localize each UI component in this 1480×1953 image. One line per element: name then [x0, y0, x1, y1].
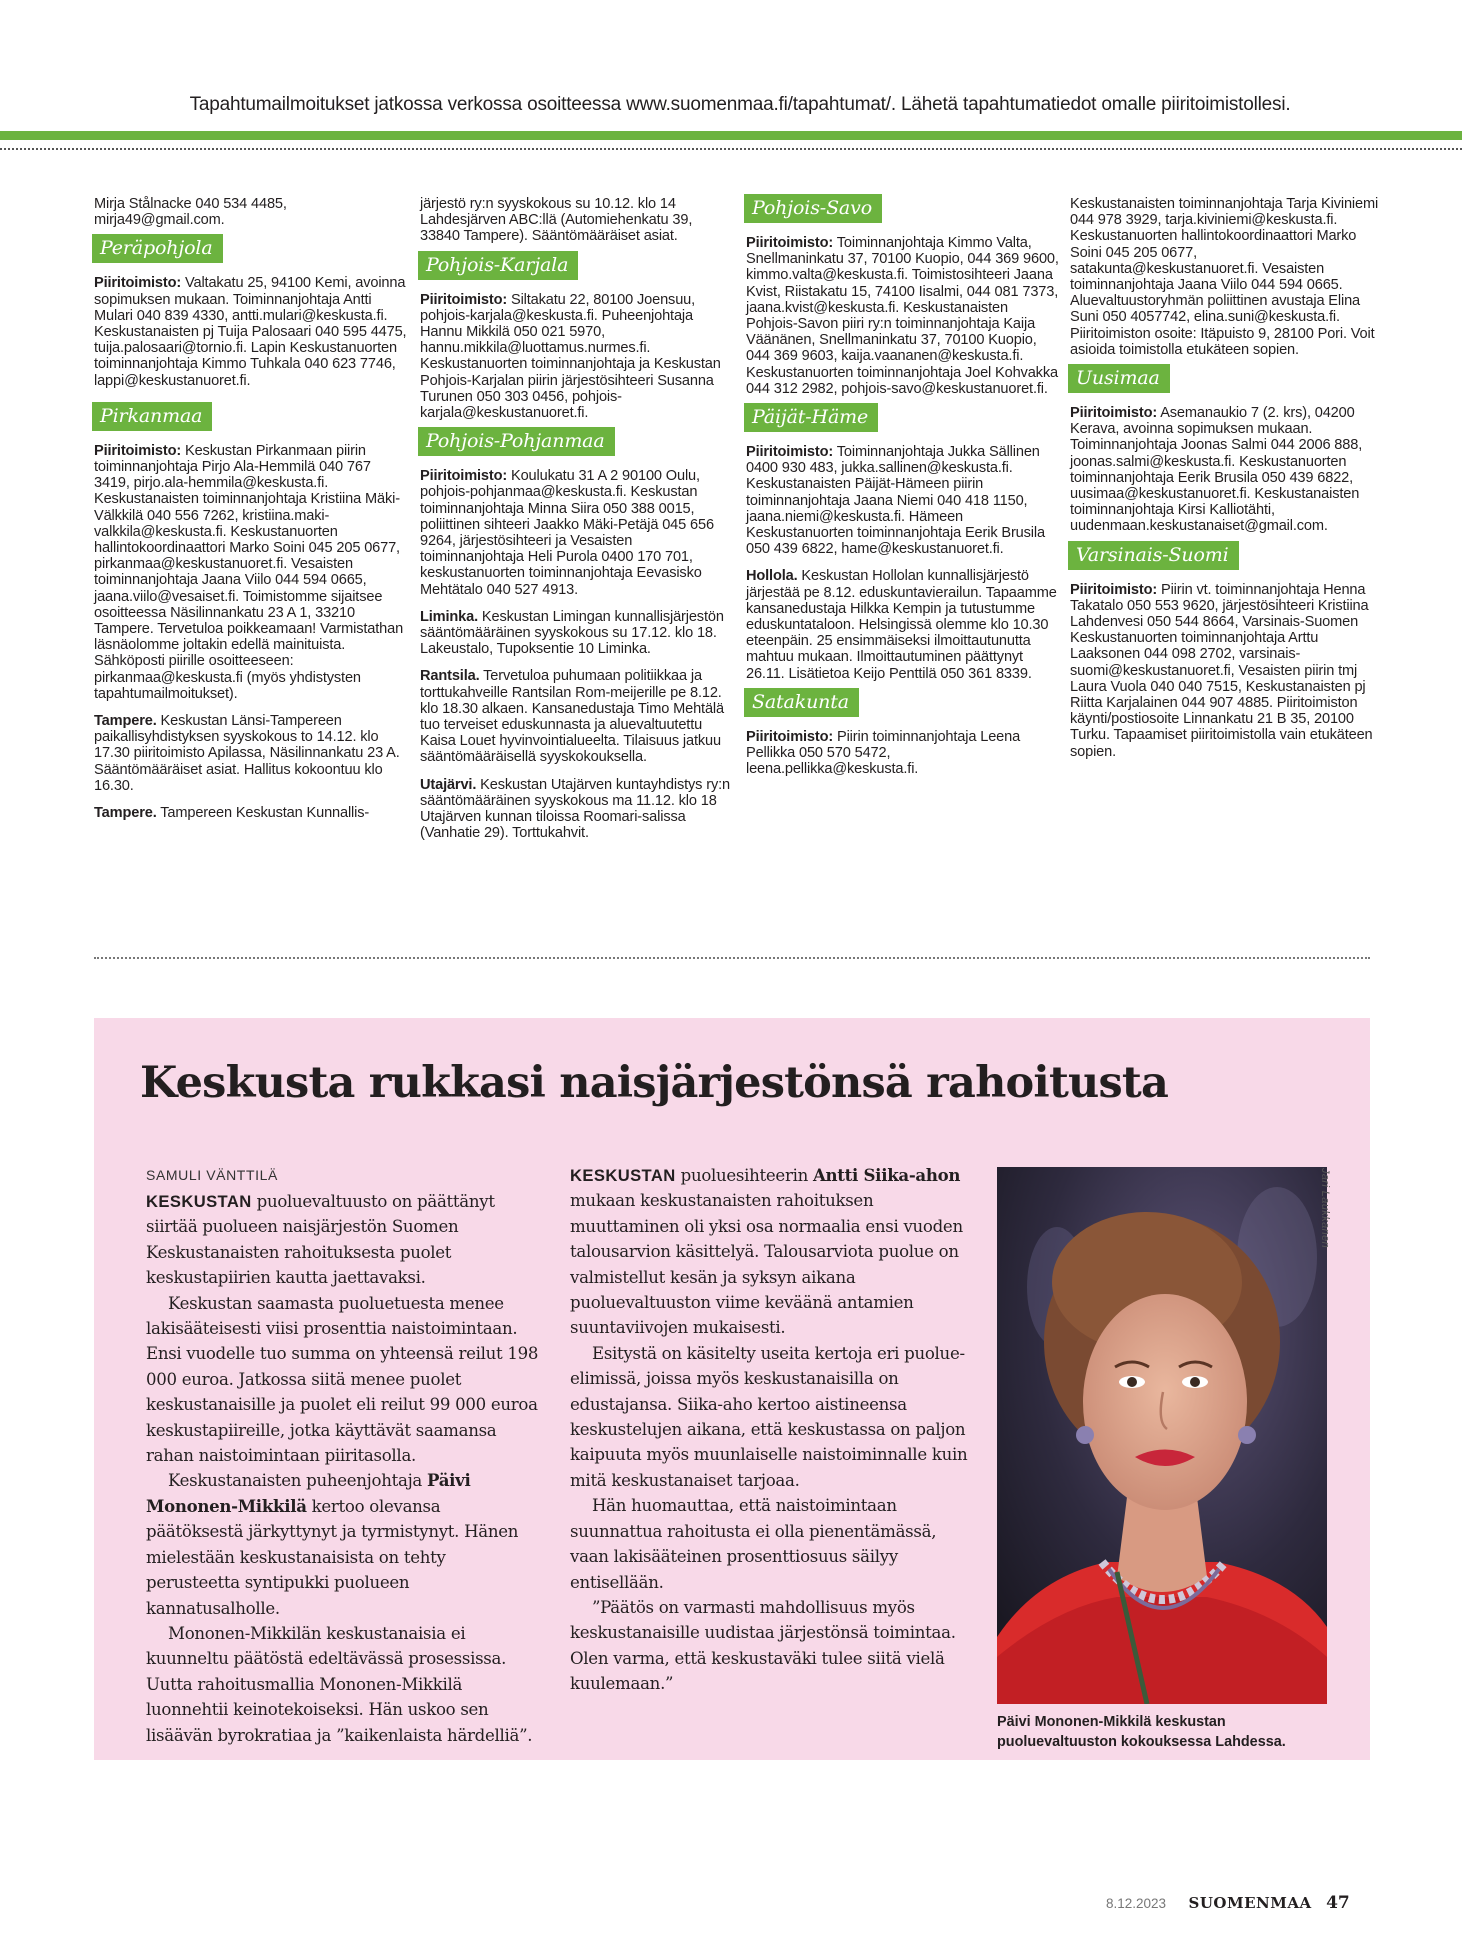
- event-tampere-1: Tampere. Keskustan Länsi-Tampereen paikallisyhdistyksen syyskokous to 14.12. klo 17.30 piiritoimisto Apilassa, Näsilinnankatu 23 A. Sääntömääräiset asiat. Hallitus kokoontuu klo 16.30.: [94, 713, 400, 794]
- district-header-pohjois-pohjanmaa: Pohjois-Pohjanmaa: [418, 427, 615, 456]
- publication-name: SUOMENMAA: [1188, 1894, 1312, 1912]
- district-entry-pohjois-savo: Piiritoimisto: Toiminnanjohtaja Kimmo Valta, Snellmaninkatu 37, 70100 Kuopio, 044 369 9600, kimmo.valta@keskusta.fi. Toimistosihteeri Jaana Kvist, Riistakatu 15, 74100 Iisalmi, 044 081 7373, jaana.kvist@keskusta.fi. Keskustanaisten Pohjois-Savon piiri ry:n toiminnanjohtaja Kaija Väänänen, Snellmaninkatu 37, 70100 Kuopio, 044 369 9603, kaija.vaananen@keskusta.fi. Keskustanuorten toiminnanjohtaja Joel Kohvakka 044 312 2982, pohjois-savo@keskustanuoret.fi.: [746, 235, 1059, 397]
- district-entry-varsinais-suomi: Piiritoimisto: Piirin vt. toiminnanjohtaja Henna Takatalo 050 553 9620, järjestösihteeri Kristiina Lahdenvesi 050 544 8664, Varsinais-Suomen Keskustanuorten toiminnanjohtaja Arttu Laaksonen 044 098 2702, varsinais-suomi@keskustanuoret.fi, Vesaisten piirin tmj Laura Vuola 040 040 7515, Keskustanaisten pj Riitta Karjalainen 044 907 4885. Piiritoimiston käynti/postiosoite Linnankatu 21 B 35, 20100 Turku. Tapaamiset piiritoimistolla vain etukäteen sopien.: [1070, 581, 1373, 760]
- district-header-pirkanmaa: Pirkanmaa: [92, 402, 212, 431]
- portrait-photo: [997, 1167, 1327, 1704]
- district-header-satakunta: Satakunta: [744, 688, 859, 717]
- article-column-1: [146, 1189, 541, 1748]
- event-utajarvi: Utajärvi. Keskustan Utajärven kuntayhdistys ry:n sääntömääräinen syyskokous ma 11.12. klo 18 Utajärven kunnan tiloissa Roomari-salissa (Vanhatie 29). Torttukahvit.: [420, 776, 730, 842]
- page-number: 47: [1326, 1893, 1350, 1913]
- district-entry-satakunta: Piiritoimisto: Piirin toiminnanjohtaja Leena Pellikka 050 570 5472, leena.pellikka@keskusta.fi.: [746, 728, 1021, 778]
- district-entry-pohjois-pohjanmaa: Piiritoimisto: Koulukatu 31 A 2 90100 Oulu, pohjois-pohjanmaa@keskusta.fi. Keskustan toiminnanjohtaja Minna Siira 050 388 0015, poliittinen sihteeri Jaakko Mäki-Petäjä 045 656 9264, järjestösihteeri ja Vesaisten toiminnanjohtaja Heli Purola 0400 170 701, keskustanuorten toiminnanjohtaja Eevasisko Mehtätalo 040 527 4913.: [420, 468, 714, 598]
- district-header-uusimaa: Uusimaa: [1068, 364, 1170, 393]
- photo-caption: Päivi Mononen-Mikkilä keskustan puoluevaltuuston kokouksessa Lahdessa.: [997, 1714, 1286, 1750]
- district-header-pohjois-savo: Pohjois-Savo: [744, 194, 882, 223]
- column-4: [1070, 196, 1385, 771]
- event-liminka: Liminka. Keskustan Limingan kunnallisjärjestön sääntömääräinen syyskokous su 17.12. klo 18. Lakeustalo, Tupoksentie 10 Liminka.: [420, 608, 724, 658]
- article-paragraph: Keskustanaisten puheenjohtaja Päivi Mononen-Mikkilä kertoo olevansa päätöksestä järkyttynyt ja tyrmistynyt. Hänen mielestään keskustanaisista on tehty perusteetta syntipukki puolueen kannatusalholle.: [146, 1470, 519, 1618]
- portrait-illustration: [997, 1167, 1327, 1704]
- district-header-paijat-hame: Päijät-Häme: [744, 403, 878, 432]
- issue-date: 8.12.2023: [1106, 1896, 1167, 1911]
- green-rule: [0, 131, 1462, 140]
- article-lead: KESKUSTAN puoluevaltuusto on päättänyt siirtää puolueen naisjärjestön Suomen Keskustanaisten rahoituksesta puolet keskustapiirien kautta jaettavaksi.: [146, 1192, 495, 1288]
- event-tampere-2: Tampere. Tampereen Keskustan Kunnallis-: [94, 805, 370, 822]
- page-footer: [1106, 1893, 1350, 1915]
- district-entry-pirkanmaa: Piiritoimisto: Keskustan Pirkanmaan piirin toiminnanjohtaja Pirjo Ala-Hemmilä 040 767 3419, pirjo.ala-hemmila@keskusta.fi. Keskustanaisten toiminnanjohtaja Kristiina Mäki-Välkkilä 040 556 7262, kristiina.maki-valkkila@keskusta.fi. Keskustanuorten hallintokoordinaattori Marko Soini 045 205 0677, pirkanmaa@keskustanuoret.fi. Vesaisten toiminnanjohtaja Jaana Viilo 044 594 0665, jaana.viilo@vesaiset.fi. Toimistomme sijaitsee osoitteessa Näsilinnankatu 23 A 1, 33210 Tampere. Tervetuloa poikkeamaan! Varmistathan läsnäolomme joltakin edellä mainituista. Sähköposti piirille osoitteeseen: pirkanmaa@keskusta.fi (myös yhdistysten tapahtumailmoitukset).: [94, 442, 404, 702]
- article-headline: Keskusta rukkasi naisjärjestönsä rahoitusta: [140, 1058, 1169, 1108]
- dotted-divider-top: [0, 148, 1462, 150]
- district-header-perapohjola: Peräpohjola: [92, 234, 223, 263]
- article-paragraph: Esitystä on käsitelty useita kertoja eri puolue-elimissä, joissa myös keskustanaisilla on edustajansa. Siika-aho kertoo aistineensa keskustelujen aikana, että keskustassa on paljon kaipuuta myös muunlaiselle naistoiminnalle kuin mitä keskustanaiset tarjoaa.: [570, 1343, 968, 1490]
- col2-intro: järjestö ry:n syyskokous su 10.12. klo 14 Lahdesjärven ABC:llä (Automiehenkatu 39, 33840 Tampere). Sääntömääräiset asiat.: [420, 196, 693, 245]
- col1-intro: Mirja Stålnacke 040 534 4485, mirja49@gmail.com.: [94, 196, 287, 229]
- district-entry-uusimaa: Piiritoimisto: Asemanaukio 7 (2. krs), 04200 Kerava, avoinna sopimuksen mukaan. Toiminnanjohtaja Joonas Salmi 044 2006 888, joonas.salmi@keskusta.fi. Keskustanuorten toiminnanjohtaja Eerik Brusila 050 439 6822, uusimaa@keskustanuoret.fi. Keskustanaisten toiminnanjohtaja Kirsi Kalliotähti, uudenmaan.keskustanaiset@gmail.com.: [1070, 405, 1363, 535]
- article-byline: SAMULI VÄNTTILÄ: [146, 1167, 278, 1183]
- article-paragraph: Hän huomauttaa, että naistoimintaan suunnattua rahoitusta ei olla pienentämässä, vaan lakisääteinen prosenttiosuus säilyy entisellään.: [570, 1496, 937, 1592]
- article-paragraph: Mononen-Mikkilän keskustanaisia ei kuunneltu päätöstä edeltävässä prosessissa. Uutta rahoitusmallia Mononen-Mikkilä luonnehtii keinotekoiseksi. Hän uskoo sen lisäävän byrokratiaa ja ”kaikenlaista härdelliä”.: [146, 1623, 533, 1745]
- district-entry-paijat-hame: Piiritoimisto: Toiminnanjohtaja Jukka Sällinen 0400 930 483, jukka.sallinen@keskusta.fi. Keskustanaisten Päijät-Hämeen piirin toiminnanjohtaja Jaana Niemi 040 418 1150, jaana.niemi@keskusta.fi. Hämeen Keskustanuorten toiminnanjohtaja Eerik Brusila 050 439 6822, hame@keskustanuoret.fi.: [746, 444, 1045, 558]
- column-1: [94, 196, 409, 832]
- dotted-divider-bottom: [94, 957, 1370, 959]
- event-hollola: Hollola. Keskustan Hollolan kunnallisjärjestö järjestää pe 8.12. eduskuntavierailun. Tapaamme kansanedustaja Hilkka Kempin ja tutustumme eduskuntataloon. Helsingissä olemme klo 10.30 eteenpäin. 25 ensimmäiseksi ilmoittautunutta mahtuu mukaan. Ilmoittautuminen päättynyt 26.11. Lisätietoa Keijo Penttilä 050 361 8339.: [746, 568, 1057, 682]
- article-column-2: [570, 1163, 970, 1697]
- column-3: [746, 192, 1061, 788]
- article-paragraph: KESKUSTAN puoluesihteerin Antti Siika-ahon mukaan keskustanaisten rahoituksen muuttaminen oli yksi osa normaalia ensi vuoden talousarvion käsittelyä. Talousarviota puolue on valmistellut kesän ja syksyn aikana puoluevaltuuston viime keväänä antamien suuntaviivojen mukaisesti.: [570, 1165, 963, 1338]
- article-paragraph: Keskustan saamasta puoluetuesta menee lakisääteisesti viisi prosenttia naistoimintaan. Ensi vuodelle tuo summa on yhteensä reilut 198 000 euroa. Jatkossa siitä menee puolet keskustanaisille ja puolet eli reilut 99 000 euroa keskustapiireille, jotka käyttävät saamansa rahan naistoimintaan piiritasolla.: [146, 1293, 539, 1466]
- article-paragraph: ”Päätös on varmasti mahdollisuus myös keskustanaisille uudistaa järjestönsä toimintaa. Olen varma, että keskustaväki tulee siitä vielä kuulemaan.”: [570, 1597, 956, 1694]
- event-notice: Tapahtumailmoitukset jatkossa verkossa osoitteessa www.suomenmaa.fi/tapahtumat/. Lähetä tapahtumatiedot omalle piiritoimistollesi.: [189, 94, 1291, 115]
- column-2: [420, 196, 735, 853]
- district-header-pohjois-karjala: Pohjois-Karjala: [418, 251, 578, 280]
- event-rantsila: Rantsila. Tervetuloa puhumaan politiikkaa ja torttukahveille Rantsilan Rom-meijerille pe 8.12. klo 18.30 alkaen. Kansanedustaja Timo Mehtälä tuo terveiset eduskunnasta ja aluevaltuutettu Kaisa Louet hyvinvointialueelta. Tilaisuus jatkuu sääntömääräisellä syyskokouksella.: [420, 668, 724, 766]
- district-entry-perapohjola: Piiritoimisto: Valtakatu 25, 94100 Kemi, avoinna sopimuksen mukaan. Toiminnanjohtaja Antti Mulari 040 839 4330, antti.mulari@keskusta.fi. Keskustanaisten pj Tuija Palosaari 040 595 4475, tuija.palosaari@tornio.fi. Lapin Keskustanuorten toiminnanjohtaja Kimmo Tuhkala 040 623 7746, lappi@keskustanuoret.fi.: [94, 275, 407, 389]
- district-header-varsinais-suomi: Varsinais-Suomi: [1068, 541, 1239, 570]
- col4-intro: Keskustanaisten toiminnanjohtaja Tarja Kiviniemi 044 978 3929, tarja.kiviniemi@keskusta.fi. Keskustanuorten hallintokoordinaattori Marko Soini 045 205 0677, satakunta@keskustanuoret.fi. Vesaisten toiminnanjohtaja Jaana Viilo 044 594 0665. Aluevaltuustoryhmän poliittinen avustaja Elina Suni 050 4057742, elina.suni@keskusta.fi. Piiritoimiston osoite: Itäpuisto 9, 28100 Pori. Voit asioida toimistolla etukäteen sopien.: [1070, 196, 1379, 358]
- district-entry-pohjois-karjala: Piiritoimisto: Siltakatu 22, 80100 Joensuu, pohjois-karjala@keskusta.fi. Puheenjohtaja Hannu Mikkilä 050 021 5970, hannu.mikkila@luottamus.nurmes.fi. Keskustanuorten toiminnanjohtaja ja Keskustan Pohjois-Karjalan piirin järjestösihteeri Susanna Turunen 050 303 0456, pohjois-karjala@keskustanuoret.fi.: [420, 291, 721, 422]
- photo-credit: Jari Laukkanen: [1319, 1168, 1331, 1249]
